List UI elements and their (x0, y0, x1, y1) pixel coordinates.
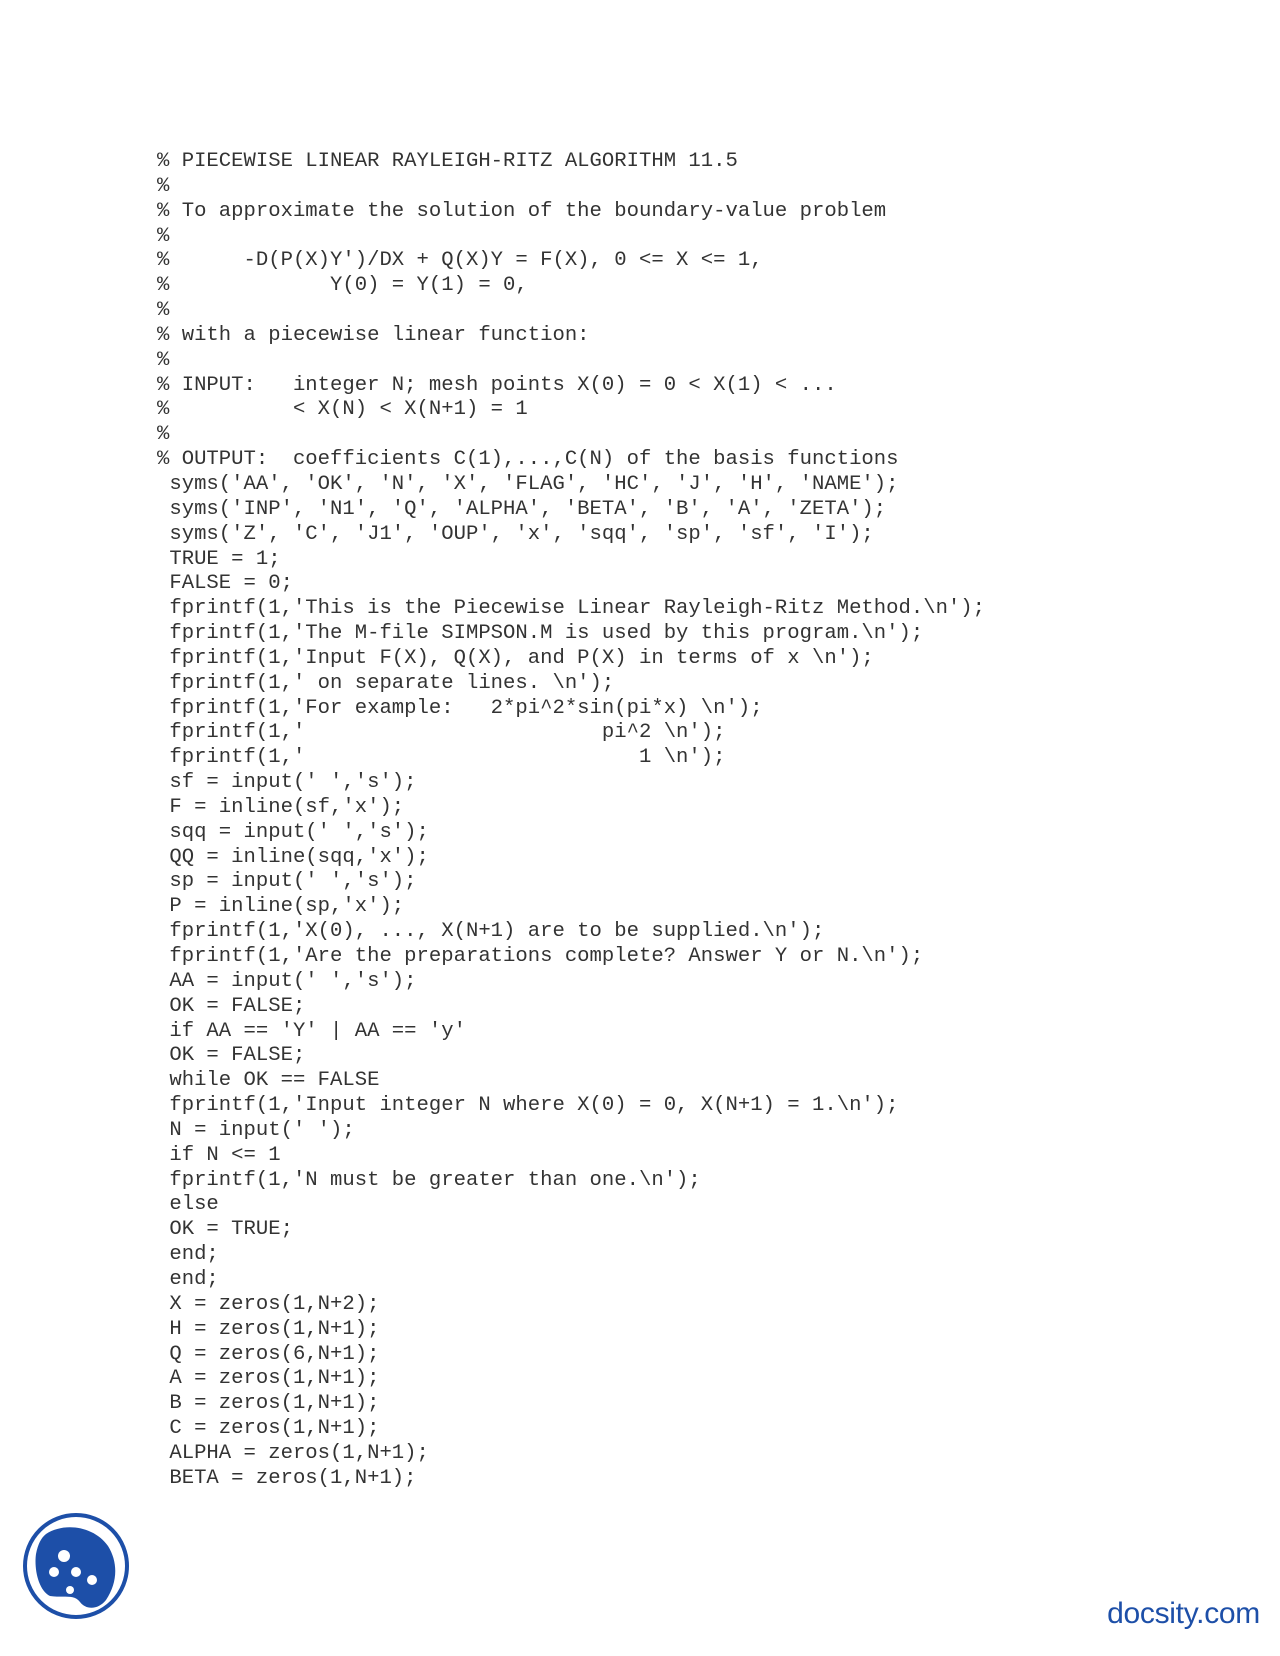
code-line: fprintf(1,'Input F(X), Q(X), and P(X) in terms of x \n'); (157, 646, 874, 670)
code-line: % PIECEWISE LINEAR RAYLEIGH-RITZ ALGORITHM 11.5 (157, 150, 738, 173)
code-line: fprintf(1,'Input integer N where X(0) = 0, X(N+1) = 1.\n'); (157, 1094, 899, 1118)
code-line: sp = input(' ','s'); (157, 870, 417, 894)
code-line: TRUE = 1; (157, 547, 281, 571)
code-line: % -D(P(X)Y')/DX + Q(X)Y = F(X), 0 <= X <= 1, (157, 249, 763, 273)
code-line: OK = FALSE; (157, 1044, 306, 1068)
code-line: syms('Z', 'C', 'J1', 'OUP', 'x', 'sqq', 'sp', 'sf', 'I'); (157, 522, 874, 546)
code-line: syms('AA', 'OK', 'N', 'X', 'FLAG', 'HC', 'J', 'H', 'NAME'); (157, 472, 899, 496)
code-line: sf = input(' ','s'); (157, 771, 417, 795)
code-line: fprintf(1,' on separate lines. \n'); (157, 671, 615, 695)
code-line: F = inline(sf,'x'); (157, 795, 405, 819)
code-line: syms('INP', 'N1', 'Q', 'ALPHA', 'BETA', 'B', 'A', 'ZETA'); (157, 497, 887, 521)
code-line: N = input(' '); (157, 1118, 355, 1142)
code-line: C = zeros(1,N+1); (157, 1417, 380, 1441)
code-line: fprintf(1,'For example: 2*pi^2*sin(pi*x) \n'); (157, 696, 763, 720)
code-line: BETA = zeros(1,N+1); (157, 1466, 417, 1490)
code-line: FALSE = 0; (157, 572, 293, 596)
code-line: % INPUT: integer N; mesh points X(0) = 0 < X(1) < ... (157, 373, 837, 397)
code-line: % (157, 224, 170, 248)
code-line: fprintf(1,'X(0), ..., X(N+1) are to be supplied.\n'); (157, 920, 825, 944)
code-line: QQ = inline(sqq,'x'); (157, 845, 429, 869)
code-line: B = zeros(1,N+1); (157, 1392, 380, 1416)
code-line: end; (157, 1267, 219, 1291)
code-line: sqq = input(' ','s'); (157, 820, 429, 844)
matlab-code-listing (157, 150, 985, 1492)
code-line: fprintf(1,'N must be greater than one.\n'); (157, 1168, 701, 1192)
code-line: else (157, 1193, 219, 1217)
code-line: AA = input(' ','s'); (157, 969, 417, 993)
code-line: X = zeros(1,N+2); (157, 1292, 380, 1316)
code-line: OK = FALSE; (157, 994, 306, 1018)
code-line: % (157, 299, 170, 323)
code-line: OK = TRUE; (157, 1218, 293, 1242)
code-line: if AA == 'Y' | AA == 'y' (157, 1019, 466, 1043)
code-line: if N <= 1 (157, 1143, 281, 1167)
docsity-brand-text[interactable]: docsity.com (1107, 1597, 1260, 1630)
code-line: fprintf(1,' 1 \n'); (157, 746, 726, 770)
code-line: % (157, 348, 170, 372)
code-line: P = inline(sp,'x'); (157, 895, 405, 919)
code-line: A = zeros(1,N+1); (157, 1367, 380, 1391)
code-line: % (157, 174, 170, 198)
code-line: Q = zeros(6,N+1); (157, 1342, 380, 1366)
code-line: fprintf(1,'This is the Piecewise Linear Rayleigh-Ritz Method.\n'); (157, 597, 986, 621)
code-line: fprintf(1,'Are the preparations complete? Answer Y or N.\n'); (157, 945, 924, 968)
code-line: % with a piecewise linear function: (157, 323, 590, 347)
code-line: % < X(N) < X(N+1) = 1 (157, 398, 528, 422)
docsity-logo-icon (20, 1510, 132, 1622)
code-line: % (157, 423, 170, 447)
code-line: ALPHA = zeros(1,N+1); (157, 1441, 429, 1465)
code-line: % Y(0) = Y(1) = 0, (157, 274, 528, 298)
code-line: % OUTPUT: coefficients C(1),...,C(N) of the basis functions (157, 448, 899, 472)
code-line: fprintf(1,' pi^2 \n'); (157, 721, 726, 745)
code-line: end; (157, 1243, 219, 1267)
code-line: % To approximate the solution of the boundary-value problem (157, 199, 887, 223)
code-line: fprintf(1,'The M-file SIMPSON.M is used by this program.\n'); (157, 622, 924, 646)
code-line: H = zeros(1,N+1); (157, 1317, 380, 1341)
code-line: while OK == FALSE (157, 1069, 380, 1093)
